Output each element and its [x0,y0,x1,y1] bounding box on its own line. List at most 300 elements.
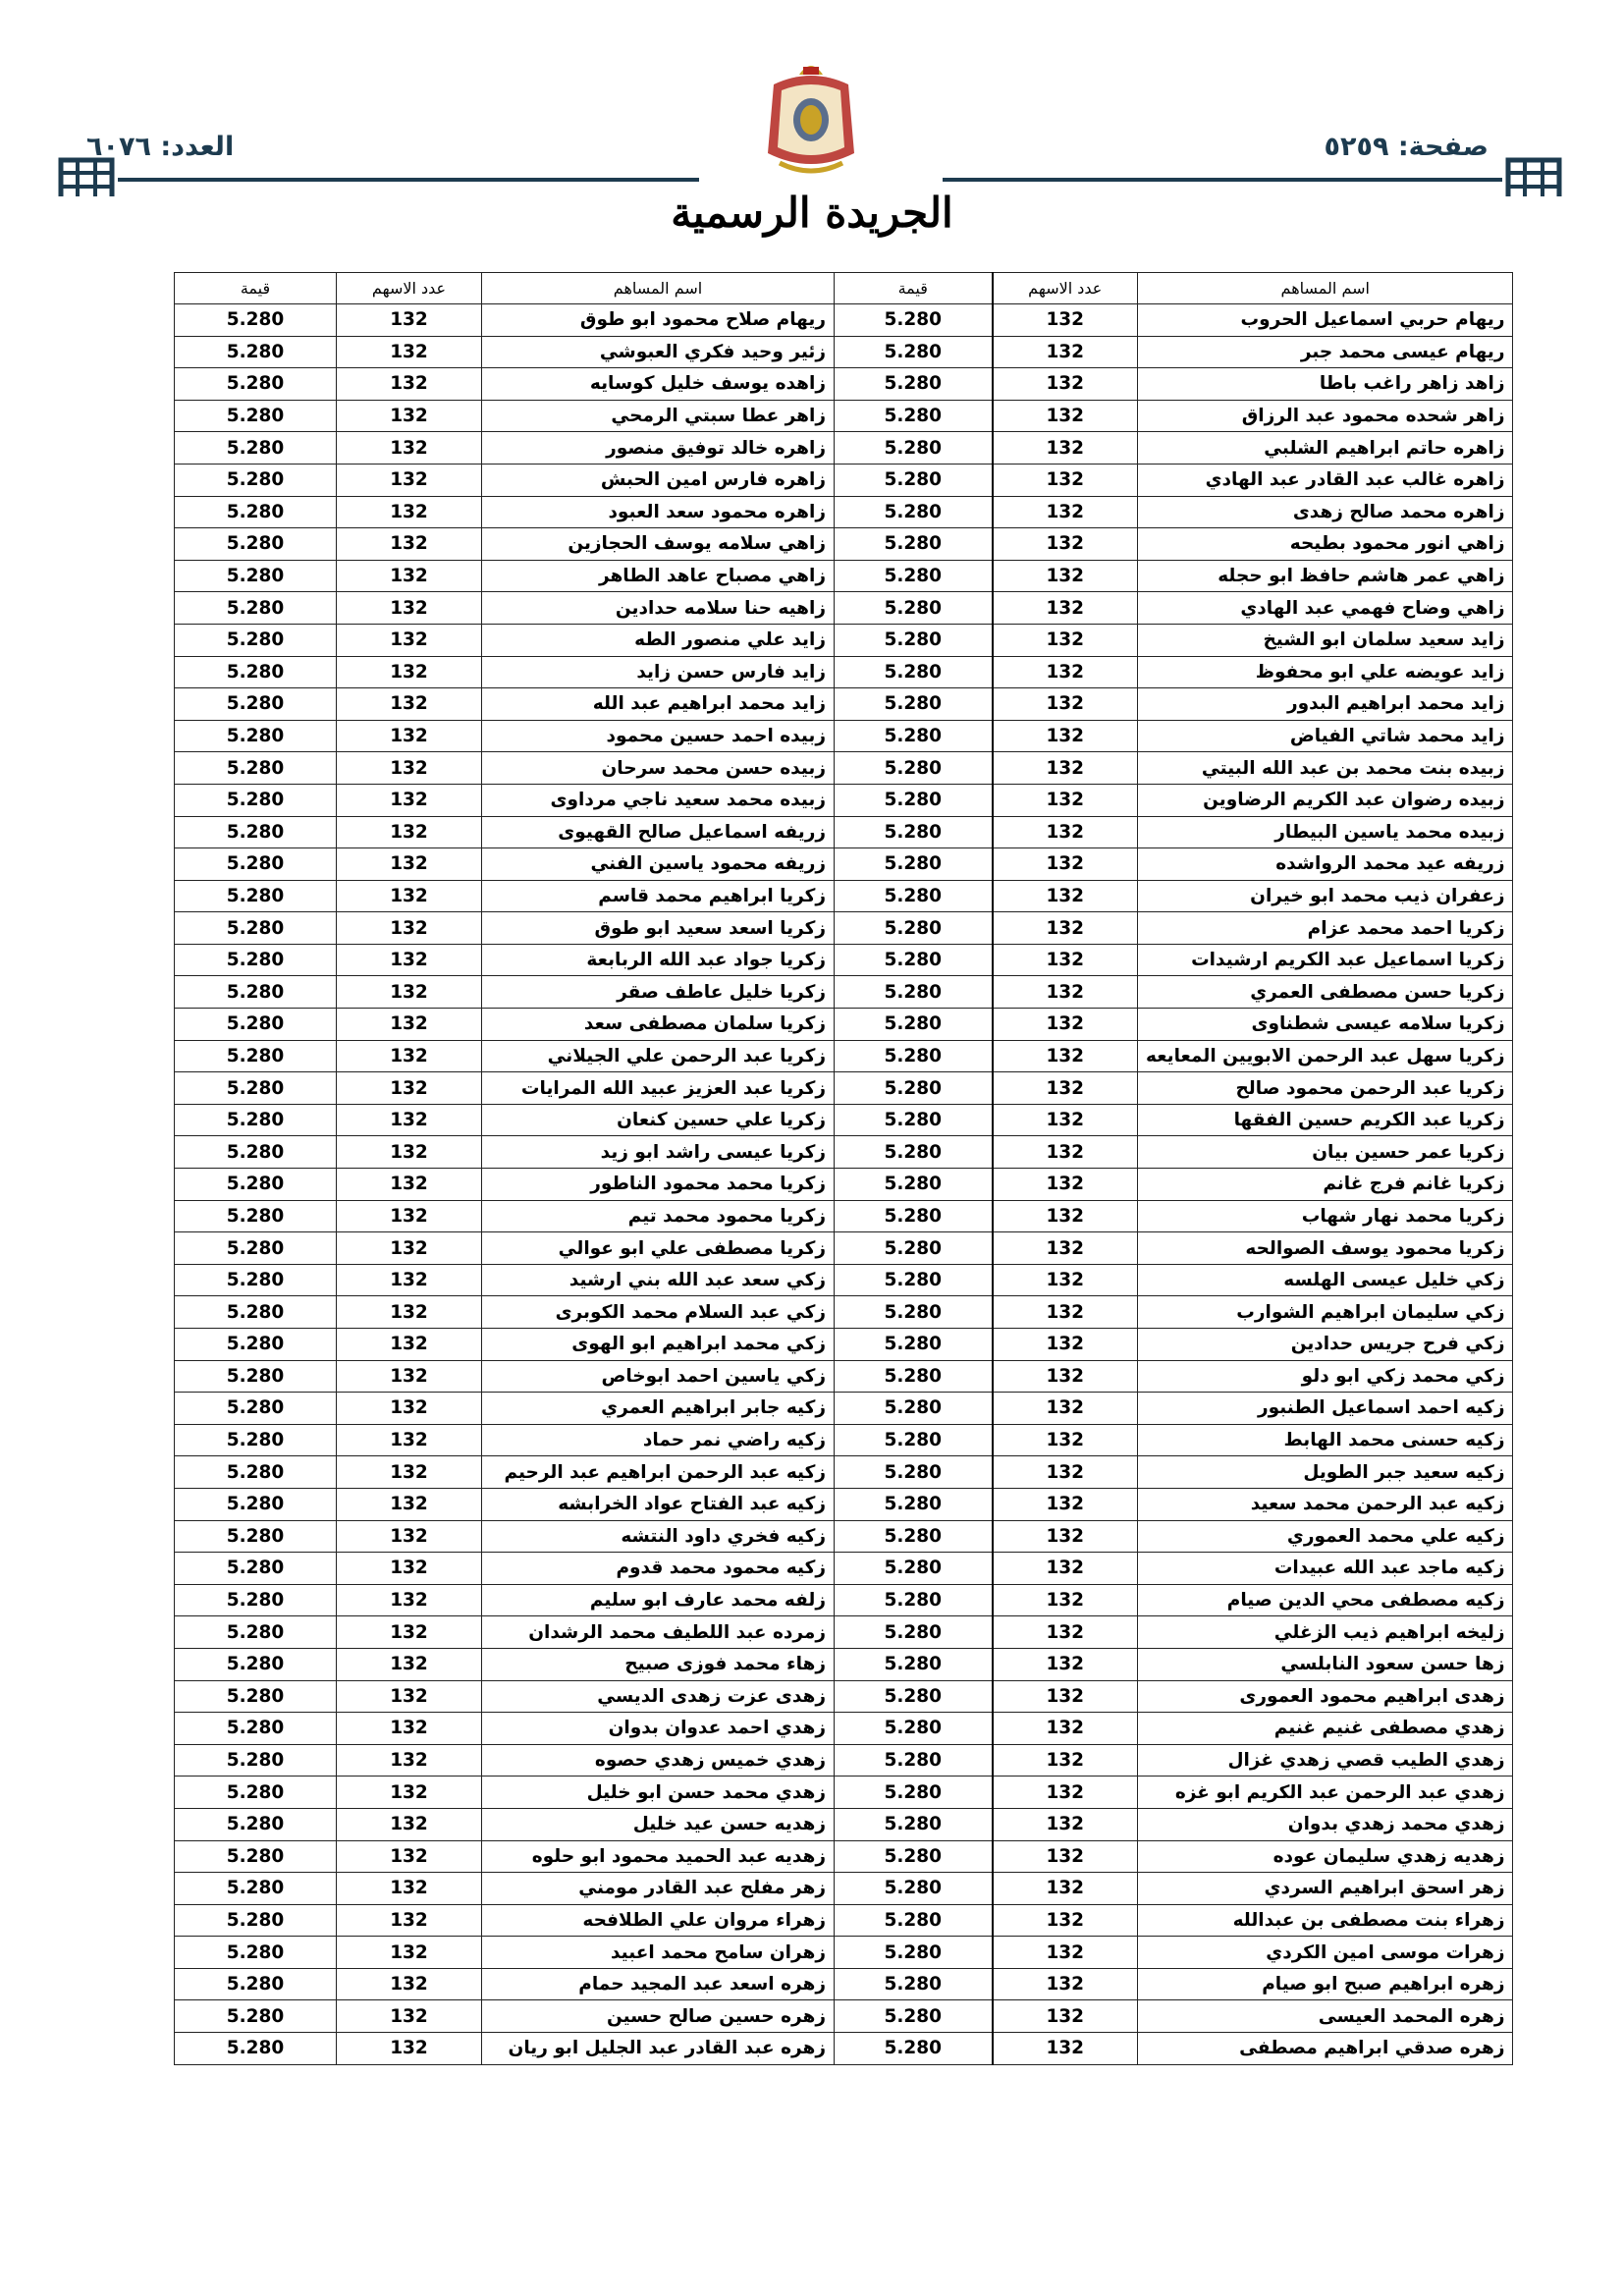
shares-count: 132 [337,816,482,848]
shares-count: 132 [993,1104,1138,1136]
shares-count: 132 [993,1616,1138,1649]
shareholder-name: ريهام حربي اسماعيل الحروب [1138,304,1513,337]
shares-count: 132 [993,464,1138,496]
share-value: 5.280 [835,2000,993,2033]
shares-count: 132 [993,304,1138,337]
shareholder-name: زكيه سعيد جبر الطويل [1138,1456,1513,1489]
table-row [175,1200,1513,1232]
shareholder-name: زكريا سلمان مصطفى سعد [482,1009,835,1041]
shares-count: 132 [993,1648,1138,1680]
share-value: 5.280 [175,1136,337,1169]
shares-count: 132 [993,1968,1138,2000]
share-value: 5.280 [835,944,993,976]
shares-count: 132 [337,1840,482,1873]
shares-count: 132 [993,1713,1138,1745]
shareholder-name: زاهي سلامه يوسف الحجازين [482,528,835,561]
share-value: 5.280 [175,1424,337,1456]
shareholder-name: زهره حسين صالح حسين [482,2000,835,2033]
table-row [175,336,1513,368]
shares-count: 132 [993,1200,1138,1232]
shareholder-name: زهره ابراهيم صبح ابو صيام [1138,1968,1513,2000]
table-row [175,976,1513,1009]
share-value: 5.280 [835,1329,993,1361]
shares-count: 132 [993,400,1138,432]
shares-count: 132 [993,1040,1138,1072]
shareholder-name: زكيه عبد الرحمن ابراهيم عبد الرحيم [482,1456,835,1489]
table-row [175,1104,1513,1136]
share-value: 5.280 [835,1840,993,1873]
shareholder-name: زاهره خالد توفيق منصور [482,432,835,465]
shares-count: 132 [993,2033,1138,2065]
table-row [175,464,1513,496]
share-value: 5.280 [175,1488,337,1520]
share-value: 5.280 [175,1072,337,1105]
shareholder-name: زهدى ابراهيم محمود العمورى [1138,1680,1513,1713]
shares-count: 132 [337,1616,482,1649]
table-row [175,2000,1513,2033]
shareholder-name: زكيه مصطفى محي الدين صيام [1138,1584,1513,1616]
table-row [175,1456,1513,1489]
table-row [175,1072,1513,1105]
shares-count: 132 [337,1553,482,1585]
share-value: 5.280 [175,688,337,721]
share-value: 5.280 [175,1873,337,1905]
shares-count: 132 [993,1296,1138,1329]
shares-count: 132 [993,1808,1138,1840]
table-row [175,1904,1513,1937]
table-row [175,1713,1513,1745]
share-value: 5.280 [175,1520,337,1553]
shares-count: 132 [993,1744,1138,1777]
table-row [175,848,1513,881]
shares-count: 132 [993,1424,1138,1456]
share-value: 5.280 [835,336,993,368]
shareholder-name: زهره عبد القادر عبد الجليل ابو ريان [482,2033,835,2065]
share-value: 5.280 [835,1009,993,1041]
shareholder-name: زها حسن سعود النابلسي [1138,1648,1513,1680]
shares-count: 132 [337,1232,482,1265]
shares-count: 132 [337,1329,482,1361]
share-value: 5.280 [175,1553,337,1585]
shareholder-name: زكيه فخري داود النتشه [482,1520,835,1553]
table-row [175,1424,1513,1456]
shares-count: 132 [993,1456,1138,1489]
shares-count: 132 [337,336,482,368]
share-value: 5.280 [175,1200,337,1232]
share-value: 5.280 [175,944,337,976]
page-header [0,0,1624,265]
table-header-row [175,273,1513,304]
share-value: 5.280 [835,912,993,945]
table-row [175,368,1513,401]
shareholder-name: زمرده عبد اللطيف محمد الرشدان [482,1616,835,1649]
shareholder-name: زهدي الطيب قصي زهدي غزال [1138,1744,1513,1777]
shareholder-name: ريهام عيسى محمد جبر [1138,336,1513,368]
share-value: 5.280 [835,656,993,688]
shareholder-name: زكريا خليل عاطف صقر [482,976,835,1009]
shares-count: 132 [337,2033,482,2065]
shareholder-name: زهاء محمد فوزى صبيح [482,1648,835,1680]
shareholder-name: زلفه محمد عارف ابو سليم [482,1584,835,1616]
shareholder-name: زبيده محمد سعيد ناجي مرداوى [482,784,835,816]
share-value: 5.280 [835,1488,993,1520]
shares-count: 132 [993,1777,1138,1809]
shares-count: 132 [337,656,482,688]
table-row [175,304,1513,337]
shares-count: 132 [337,496,482,528]
shares-count: 132 [993,1680,1138,1713]
shareholder-name: زايد فارس حسن زايد [482,656,835,688]
shareholder-name: زاهي عمر هاشم حافظ ابو حجله [1138,560,1513,592]
shareholder-name: زكريا مصطفى علي ابو عوالي [482,1232,835,1265]
table-row [175,1296,1513,1329]
shareholder-name: زكيه محمود محمد قدوم [482,1553,835,1585]
share-value: 5.280 [835,1648,993,1680]
share-value: 5.280 [175,304,337,337]
shareholder-name: زكريا محمود محمد تيم [482,1200,835,1232]
share-value: 5.280 [175,2033,337,2065]
shares-count: 132 [337,848,482,881]
shareholder-name: زريفه محمود ياسين الفني [482,848,835,881]
shareholder-name: زبيده احمد حسين محمود [482,720,835,752]
table-row [175,1040,1513,1072]
share-value: 5.280 [175,1360,337,1393]
shares-count: 132 [337,400,482,432]
shareholder-name: زهر اسحق ابراهيم السردي [1138,1873,1513,1905]
shares-count: 132 [993,1553,1138,1585]
shares-count: 132 [337,784,482,816]
table-row [175,1136,1513,1169]
share-value: 5.280 [835,1777,993,1809]
table-row [175,1968,1513,2000]
table-row [175,1873,1513,1905]
shares-count: 132 [337,1072,482,1105]
table-row [175,1744,1513,1777]
shareholder-name: زكريا اسعد سعيد ابو طوق [482,912,835,945]
shares-count: 132 [337,1808,482,1840]
share-value: 5.280 [835,1968,993,2000]
shares-count: 132 [337,304,482,337]
shares-count: 132 [993,1488,1138,1520]
share-value: 5.280 [175,1169,337,1201]
shares-count: 132 [337,528,482,561]
shareholder-name: زكيه جابر ابراهيم العمري [482,1393,835,1425]
shareholder-name: زكريا سهل عبد الرحمن الابويين المعايعه [1138,1040,1513,1072]
share-value: 5.280 [175,1808,337,1840]
shares-count: 132 [337,1456,482,1489]
share-value: 5.280 [175,560,337,592]
shareholder-name: زكريا غانم فرج غانم [1138,1169,1513,1201]
share-value: 5.280 [175,1713,337,1745]
shares-count: 132 [337,1937,482,1969]
share-value: 5.280 [835,464,993,496]
share-value: 5.280 [175,1584,337,1616]
shareholder-name: زكريا عبد الرحمن محمود صالح [1138,1072,1513,1105]
share-value: 5.280 [175,976,337,1009]
table-row [175,1169,1513,1201]
table-row [175,880,1513,912]
share-value: 5.280 [175,1296,337,1329]
share-value: 5.280 [175,784,337,816]
column-header-shares: عدد الاسهم [993,273,1138,304]
share-value: 5.280 [175,1648,337,1680]
shares-count: 132 [993,752,1138,785]
share-value: 5.280 [175,400,337,432]
shareholder-name: زاهر شحده محمود عبد الرزاق [1138,400,1513,432]
shares-count: 132 [337,1169,482,1201]
shareholder-name: زكريا عبد الكريم حسين الفقها [1138,1104,1513,1136]
shares-count: 132 [993,1072,1138,1105]
shareholder-name: زكيه علي محمد العموري [1138,1520,1513,1553]
share-value: 5.280 [835,1104,993,1136]
column-header-value: قيمة [175,273,337,304]
share-value: 5.280 [835,1808,993,1840]
shares-count: 132 [993,656,1138,688]
shareholder-name: زكيه ماجد عبد الله عبيدات [1138,1553,1513,1585]
column-header-value: قيمة [835,273,993,304]
shares-count: 132 [993,944,1138,976]
shares-count: 132 [993,1009,1138,1041]
table-row [175,560,1513,592]
table-row [175,1520,1513,1553]
shares-count: 132 [993,336,1138,368]
shares-count: 132 [337,1393,482,1425]
shareholder-name: زكي ياسين احمد ابوخاص [482,1360,835,1393]
table-row [175,1937,1513,1969]
shares-count: 132 [337,1040,482,1072]
column-header-name: اسم المساهم [482,273,835,304]
share-value: 5.280 [835,784,993,816]
share-value: 5.280 [175,496,337,528]
shareholder-name: زايد سعيد سلمان ابو الشيخ [1138,624,1513,656]
shares-count: 132 [993,1264,1138,1296]
shares-count: 132 [993,496,1138,528]
table-row [175,2033,1513,2065]
column-header-shares: عدد الاسهم [337,273,482,304]
shareholder-name: زهديه زهدي سليمان عوده [1138,1840,1513,1873]
shareholder-name: زكريا عبد العزيز عبيد الله المرايات [482,1072,835,1105]
shareholder-name: زكريا محمد محمود الناطور [482,1169,835,1201]
column-header-name: اسم المساهم [1138,273,1513,304]
shareholder-name: زهدى عزت زهدى الديسي [482,1680,835,1713]
share-value: 5.280 [835,1680,993,1713]
share-value: 5.280 [835,624,993,656]
shareholder-name: زكريا سلامه عيسى شطناوى [1138,1009,1513,1041]
table-row [175,944,1513,976]
share-value: 5.280 [835,1232,993,1265]
shares-count: 132 [337,1744,482,1777]
shares-count: 132 [993,1840,1138,1873]
table-row [175,1584,1513,1616]
share-value: 5.280 [835,1136,993,1169]
share-value: 5.280 [175,1264,337,1296]
shares-count: 132 [993,1393,1138,1425]
table-row [175,1360,1513,1393]
share-value: 5.280 [175,816,337,848]
shareholder-name: زهره صدقي ابراهيم مصطفى [1138,2033,1513,2065]
shares-count: 132 [337,2000,482,2033]
table-row [175,624,1513,656]
shareholder-name: زاهي انور محمود بطيحه [1138,528,1513,561]
share-value: 5.280 [175,1616,337,1649]
share-value: 5.280 [835,1744,993,1777]
shares-count: 132 [993,848,1138,881]
shareholder-name: زكيه راضي نمر حماد [482,1424,835,1456]
shares-count: 132 [993,592,1138,625]
share-value: 5.280 [175,752,337,785]
table-row [175,1553,1513,1585]
table-row [175,1329,1513,1361]
shareholder-name: زكي فرح جريس حدادين [1138,1329,1513,1361]
share-value: 5.280 [835,1520,993,1553]
shareholders-table-wrapper [174,272,1513,2065]
shareholder-name: زبيده رضوان عبد الكريم الرضاوين [1138,784,1513,816]
shares-count: 132 [993,560,1138,592]
shares-count: 132 [337,1968,482,2000]
share-value: 5.280 [175,592,337,625]
share-value: 5.280 [835,304,993,337]
share-value: 5.280 [175,1777,337,1809]
share-value: 5.280 [835,1584,993,1616]
share-value: 5.280 [175,1937,337,1969]
shareholder-name: زهره اسعد عبد المجيد حمام [482,1968,835,2000]
share-value: 5.280 [835,688,993,721]
shareholder-name: زكريا عمر حسين بيان [1138,1136,1513,1169]
shares-count: 132 [993,1232,1138,1265]
shares-count: 132 [993,1873,1138,1905]
shares-count: 132 [993,1360,1138,1393]
share-value: 5.280 [835,2033,993,2065]
shares-count: 132 [337,1488,482,1520]
shareholder-name: زكريا عيسى راشد ابو زيد [482,1136,835,1169]
share-value: 5.280 [835,432,993,465]
share-value: 5.280 [835,976,993,1009]
table-row [175,720,1513,752]
shareholder-name: زايد محمد ابراهيم عبد الله [482,688,835,721]
shareholder-name: زايد محمد ابراهيم البدور [1138,688,1513,721]
share-value: 5.280 [175,848,337,881]
coat-of-arms-icon [760,57,862,181]
shares-count: 132 [337,720,482,752]
shareholder-name: زاهده يوسف خليل كوسايه [482,368,835,401]
shares-count: 132 [993,528,1138,561]
shareholder-name: ريهام صلاح محمود ابو طوق [482,304,835,337]
share-value: 5.280 [175,464,337,496]
share-value: 5.280 [835,1873,993,1905]
shares-count: 132 [337,1424,482,1456]
shares-count: 132 [337,1713,482,1745]
share-value: 5.280 [835,720,993,752]
share-value: 5.280 [175,1232,337,1265]
share-value: 5.280 [175,1968,337,2000]
shareholder-name: زكيه عبد الرحمن محمد سعيد [1138,1488,1513,1520]
issue-number-label: العدد: ٦٠٧٦ [86,132,235,162]
table-row [175,1488,1513,1520]
shares-count: 132 [337,1648,482,1680]
shareholder-name: زهديه عبد الحميد محمود ابو حلوه [482,1840,835,1873]
shares-count: 132 [337,1296,482,1329]
shares-count: 132 [337,1777,482,1809]
share-value: 5.280 [835,1393,993,1425]
share-value: 5.280 [835,1169,993,1201]
share-value: 5.280 [175,1680,337,1713]
shareholder-name: زهراء مروان علي الطلافحه [482,1904,835,1937]
share-value: 5.280 [835,368,993,401]
shareholder-name: زبيده محمد ياسين البيطار [1138,816,1513,848]
share-value: 5.280 [175,1329,337,1361]
shareholder-name: زاهره فارس امين الحبش [482,464,835,496]
shares-count: 132 [337,1264,482,1296]
share-value: 5.280 [835,400,993,432]
shareholder-name: زكيه حسنى محمد الهابط [1138,1424,1513,1456]
table-row [175,1648,1513,1680]
shares-count: 132 [993,2000,1138,2033]
shares-count: 132 [993,1329,1138,1361]
shares-count: 132 [993,976,1138,1009]
shares-count: 132 [993,1584,1138,1616]
shares-count: 132 [337,976,482,1009]
shares-count: 132 [993,880,1138,912]
shareholder-name: زريفه اسماعيل صالح القهيوى [482,816,835,848]
shares-count: 132 [337,560,482,592]
share-value: 5.280 [175,528,337,561]
shares-count: 132 [337,592,482,625]
shareholder-name: زعفران ذيب محمد ابو خيران [1138,880,1513,912]
shareholder-name: زكيه عبد الفتاح عواد الخرابشه [482,1488,835,1520]
shareholder-name: زهدي احمد عدوان بدوان [482,1713,835,1745]
shareholder-name: زهرات موسى امين الكردي [1138,1937,1513,1969]
shares-count: 132 [993,1937,1138,1969]
share-value: 5.280 [175,1904,337,1937]
table-row [175,816,1513,848]
table-row [175,1840,1513,1873]
share-value: 5.280 [175,720,337,752]
shareholder-name: زكي خليل عيسى الهلسه [1138,1264,1513,1296]
share-value: 5.280 [175,624,337,656]
share-value: 5.280 [835,880,993,912]
share-value: 5.280 [175,2000,337,2033]
share-value: 5.280 [835,1072,993,1105]
share-value: 5.280 [835,496,993,528]
share-value: 5.280 [835,1904,993,1937]
shares-count: 132 [993,368,1138,401]
shareholder-name: زهر مفلح عبد القادر مومني [482,1873,835,1905]
share-value: 5.280 [835,1264,993,1296]
shareholder-name: زكريا عبد الرحمن علي الجيلاني [482,1040,835,1072]
shareholder-name: زكي محمد ابراهيم ابو الهوى [482,1329,835,1361]
shareholder-name: زهدي عبد الرحمن عبد الكريم ابو غزه [1138,1777,1513,1809]
shareholder-name: زريفه عيد محمد الرواشده [1138,848,1513,881]
shares-count: 132 [337,944,482,976]
share-value: 5.280 [175,1040,337,1072]
share-value: 5.280 [835,592,993,625]
shares-count: 132 [993,816,1138,848]
shares-count: 132 [993,912,1138,945]
shareholder-name: زكي سليمان ابراهيم الشوارب [1138,1296,1513,1329]
table-row [175,496,1513,528]
shares-count: 132 [337,1009,482,1041]
share-value: 5.280 [175,1104,337,1136]
shareholder-name: زاهره غالب عبد القادر عبد الهادي [1138,464,1513,496]
table-row [175,784,1513,816]
table-row [175,592,1513,625]
share-value: 5.280 [175,368,337,401]
shares-count: 132 [993,1136,1138,1169]
shareholder-name: زاهر عطا سبتي الرمحي [482,400,835,432]
shares-count: 132 [337,1584,482,1616]
shareholder-name: زئير وحيد فكري العبوشي [482,336,835,368]
table-row [175,528,1513,561]
